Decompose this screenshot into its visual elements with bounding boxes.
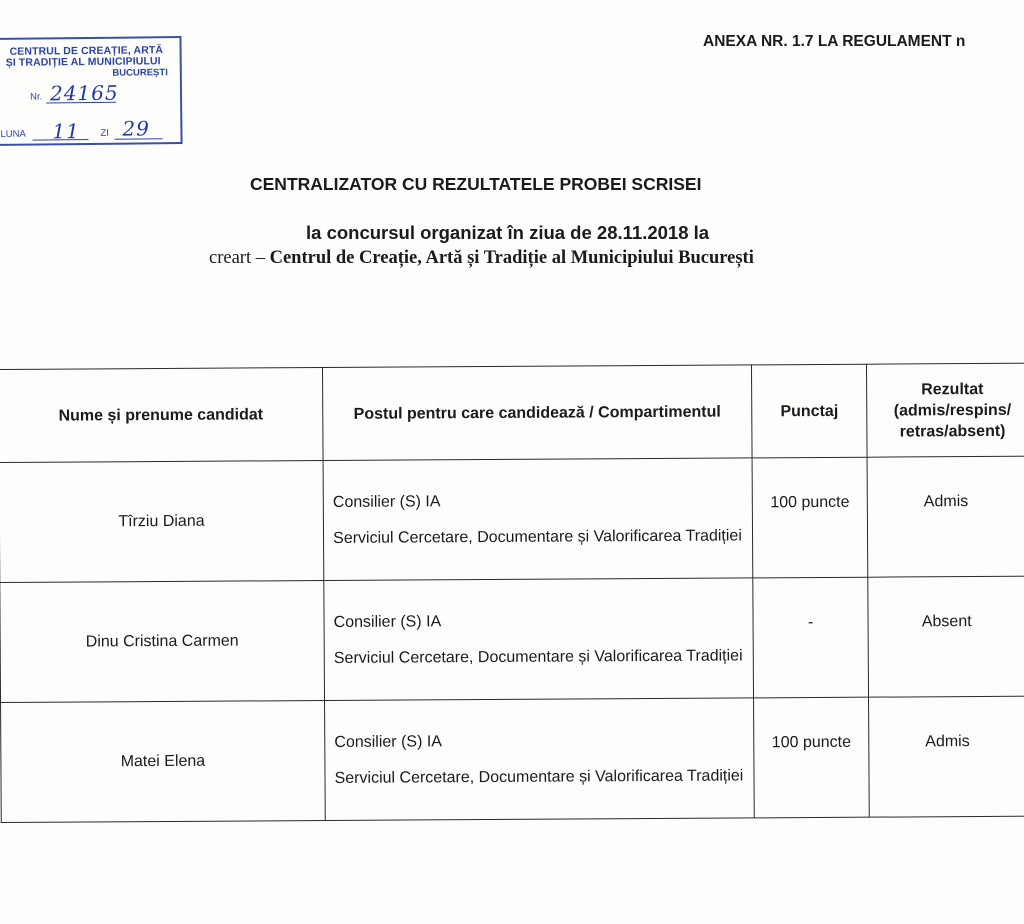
document-subtitle: la concursul organizat în ziua de 28.11.2018 la [306,222,710,243]
header-score: Punctaj [751,364,867,458]
result-cell [868,576,1024,697]
document-title: CENTRALIZATOR CU REZULTATELE PROBEI SCRISEI [250,174,702,194]
post-department: Serviciul Cercetare, Documentare și Valorificarea Tradiției [333,646,743,667]
stamp-nr-value: 24165 [49,80,119,106]
candidate-name: Dinu Cristina Carmen [0,581,325,703]
post-department: Serviciul Cercetare, Documentare și Valorificarea Tradiției [334,766,744,787]
score-cell: - [753,577,869,698]
institution-name: Centrul de Creație, Artă și Tradiție al Municipiului București [269,248,754,268]
score-cell: 100 puncte [753,697,869,818]
stamp-luna-label: LUNA [0,128,26,140]
result-cell [869,696,1024,817]
table-header-row [0,363,1024,462]
candidate-name: Matei Elena [1,701,326,823]
post-cell [324,578,753,701]
post-position: Consilier (S) IA [334,732,442,751]
institution-prefix: creart – [209,248,270,268]
result-value: Absent [921,613,972,631]
post-position: Consilier (S) IA [333,612,442,631]
registration-stamp [0,36,183,146]
results-table [0,363,1024,823]
table-row [0,576,1024,702]
annex-reference: ANEXA NR. 1.7 LA REGULAMENT n [703,33,966,50]
header-post: Postul pentru care candidează / Compartimentul [323,365,752,461]
post-cell [323,458,752,581]
result-cell [867,456,1024,577]
stamp-line-1: CENTRUL DE CREAȚIE, ARTĂ [9,44,164,58]
result-value: Admis [923,493,969,511]
header-name: Nume și prenume candidat [0,368,323,463]
candidate-name: Tîrziu Diana [0,461,324,583]
table-row [0,456,1024,582]
table-row [1,696,1024,822]
result-value: Admis [925,733,970,751]
institution-line [209,248,754,269]
post-cell [325,698,754,821]
post-department: Serviciul Cercetare, Documentare și Valorificarea Tradiției [333,526,742,547]
stamp-nr-label: Nr. [30,91,43,103]
stamp-line-3: BUCUREȘTI [112,67,168,79]
stamp-zi-label: ZI [100,127,109,139]
score-cell: 100 puncte [752,457,868,578]
header-result: Rezultat (admis/respins/ retras/absent) [867,363,1024,457]
post-position: Consilier (S) IA [332,492,441,511]
stamp-zi-value: 29 [122,116,150,141]
stamp-luna-value: 11 [52,119,80,144]
stamp-line-2: ȘI TRADIȚIE AL MUNICIPIULUI [5,55,161,69]
